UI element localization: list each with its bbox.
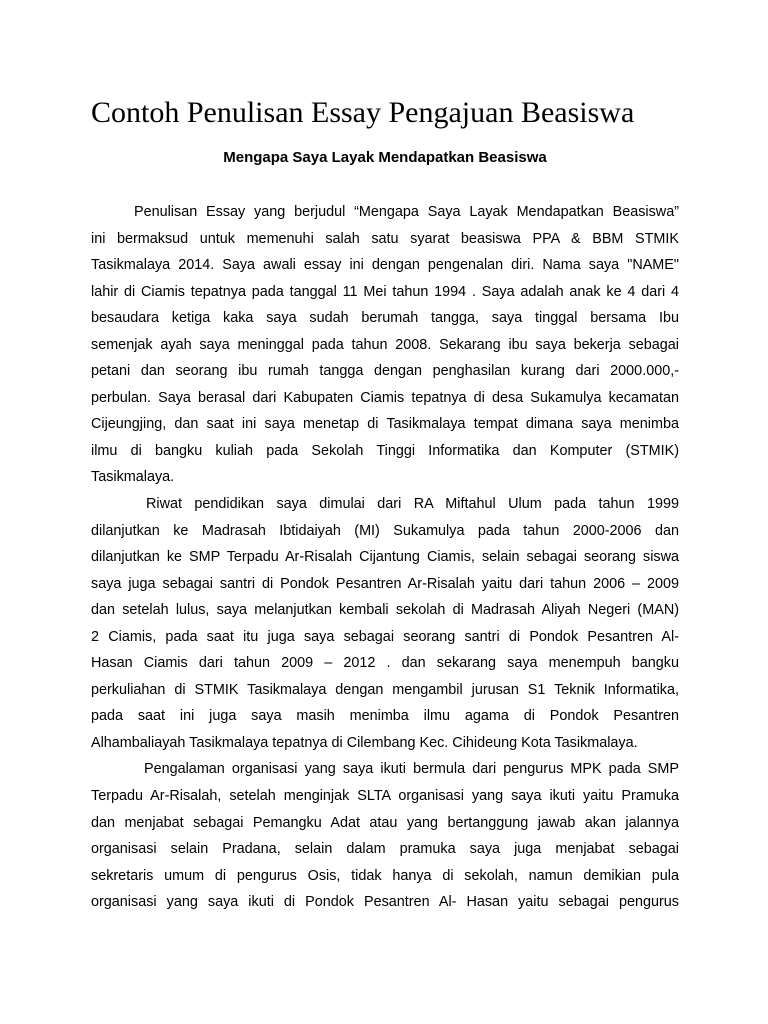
paragraph-line: besaudara ketiga kaka saya sudah berumah tangga, saya tinggal bersama Ibu xyxy=(91,310,679,327)
paragraph-line: dilanjutkan ke SMP Terpadu Ar-Risalah Cijantung Ciamis, selain sebagai seorang siswa xyxy=(91,549,679,566)
paragraph-line: Penulisan Essay yang berjudul “Mengapa Saya Layak Mendapatkan Beasiswa” xyxy=(134,204,679,220)
paragraph-line: dan setelah lulus, saya melanjutkan kembali sekolah di Madrasah Aliyah Negeri (MAN) xyxy=(91,602,679,619)
paragraph-line: Riwat pendidikan saya dimulai dari RA Miftahul Ulum pada tahun 1999 xyxy=(146,496,679,513)
paragraph-line: Terpadu Ar-Risalah, setelah menginjak SLTA organisasi yang saya ikuti yaitu Pramuka xyxy=(91,788,679,805)
document-body xyxy=(91,199,679,916)
paragraph-line: 2 Ciamis, pada saat itu juga saya sebagai seorang santri di Pondok Pesantren Al- xyxy=(91,628,679,645)
paragraph-line: organisasi yang saya ikuti di Pondok Pesantren Al- Hasan yaitu sebagai pengurus xyxy=(91,894,679,911)
paragraph-line: Cijeungjing, dan saat ini saya menetap di Tasikmalaya tempat dimana saya menimba xyxy=(91,416,679,433)
paragraph-line: perbulan. Saya berasal dari Kabupaten Ciamis tepatnya di desa Sukamulya kecamatan xyxy=(91,389,679,406)
paragraph-line: Alhambaliayah Tasikmalaya tepatnya di Cilembang Kec. Cihideung Kota Tasikmalaya. xyxy=(91,734,638,751)
paragraph-line: lahir di Ciamis tepatnya pada tanggal 11 Mei tahun 1994 . Saya adalah anak ke 4 dari 4 xyxy=(91,283,679,300)
paragraph-personal-info xyxy=(91,199,679,491)
paragraph-line: ilmu di bangku kuliah pada Sekolah Tinggi Informatika dan Komputer (STMIK) xyxy=(91,442,679,459)
paragraph-line: petani dan seorang ibu rumah tangga dengan penghasilan kurang dari 2000.000,- xyxy=(91,363,679,380)
document-title: Contoh Penulisan Essay Pengajuan Beasiswa xyxy=(91,96,635,129)
paragraph-line: ini bermaksud untuk memenuhi salah satu syarat beasiswa PPA & BBM STMIK xyxy=(91,230,679,247)
paragraph-line: perkuliahan di STMIK Tasikmalaya dengan mengambil jurusan S1 Teknik Informatika, xyxy=(91,681,679,698)
paragraph-line: sekretaris umum di pengurus Osis, tidak hanya di sekolah, namun demikian pula xyxy=(91,867,679,884)
paragraph-line: saya juga sebagai santri di Pondok Pesantren Ar-Risalah yaitu dari tahun 2006 – 2009 xyxy=(91,575,679,592)
paragraph-organization-experience xyxy=(91,756,679,915)
paragraph-line: Hasan Ciamis dari tahun 2009 – 2012 . dan sekarang saya menempuh bangku xyxy=(91,655,679,672)
paragraph-line: organisasi selain Pradana, selain dalam pramuka saya juga menjabat sebagai xyxy=(91,841,679,858)
paragraph-line: pada saat ini juga saya masih menimba ilmu agama di Pondok Pesantren xyxy=(91,708,679,725)
paragraph-line: Tasikmalaya 2014. Saya awali essay ini dengan pengenalan diri. Nama saya "NAME" xyxy=(91,257,679,274)
document-subtitle: Mengapa Saya Layak Mendapatkan Beasiswa xyxy=(223,149,547,166)
paragraph-line: semenjak ayah saya meninggal pada tahun 2008. Sekarang ibu saya bekerja sebagai xyxy=(91,336,679,353)
paragraph-line: Tasikmalaya. xyxy=(91,469,175,486)
paragraph-education-history xyxy=(91,491,679,756)
paragraph-line: dan menjabat sebagai Pemangku Adat atau yang bertanggung jawab akan jalannya xyxy=(91,814,679,831)
paragraph-line: dilanjutkan ke Madrasah Ibtidaiyah (MI) Sukamulya pada tahun 2000-2006 dan xyxy=(91,522,679,539)
paragraph-line: Pengalaman organisasi yang saya ikuti bermula dari pengurus MPK pada SMP xyxy=(144,761,679,778)
